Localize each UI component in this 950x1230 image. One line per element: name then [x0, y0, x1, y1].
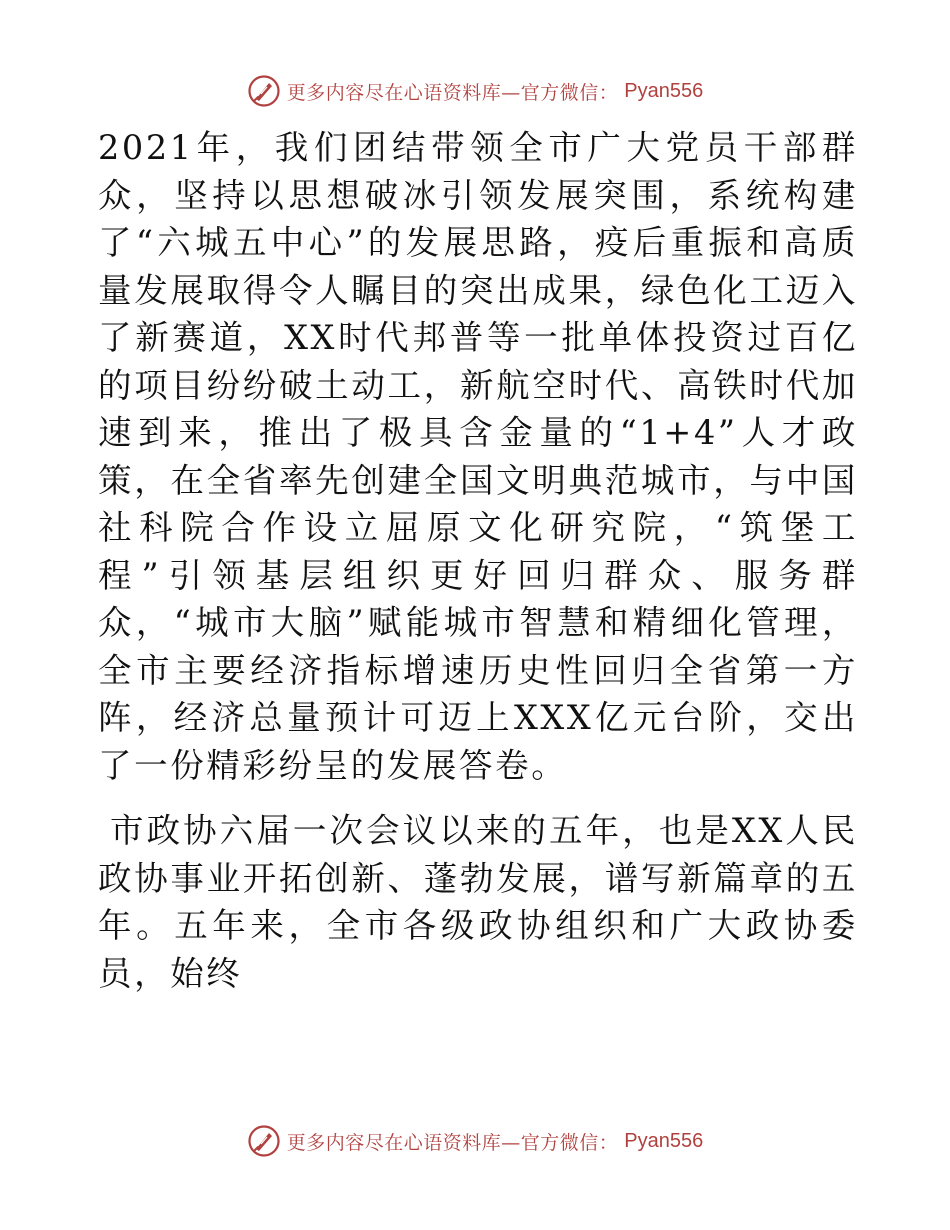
header-banner [0, 71, 950, 111]
document-body [98, 124, 858, 997]
footer-banner [0, 1121, 950, 1161]
quill-pen-logo-icon [247, 74, 281, 108]
header-banner-text: 更多内容尽在心语资料库—官方微信： [286, 81, 619, 104]
footer-wechat-id: Pyan556 [624, 1129, 704, 1152]
body-paragraph-2: 市政协六届一次会议以来的五年，也是XX人民政协事业开拓创新、蓬勃发展，谱写新篇章的五年。五年来，全市各级政协组织和广大政协委员，始终 [98, 811, 858, 993]
header-wechat-id: Pyan556 [624, 79, 704, 102]
body-paragraph-1: 2021年，我们团结带领全市广大党员干部群众，坚持以思想破冰引领发展突围，系统构建了“六城五中心”的发展思路，疫后重振和高质量发展取得令人瞩目的突出成果，绿色化工迈入了新赛道，XX时代邦普等一批单体投资过百亿的项目纷纷破土动工，新航空时代、高铁时代加速到来，推出了极具含金量的“1+4”人才政策，在全省率先创建全国文明典范城市，与中国社科院合作设立屈原文化研究院，“筑堡工程”引领基层组织更好回归群众、服务群众，“城市大脑”赋能城市智慧和精细化管理，全市主要经济指标增速历史性回归全省第一方阵，经济总量预计可迈上XXX亿元台阶，交出了一份精彩纷呈的发展答卷。 [98, 128, 858, 785]
quill-pen-logo-icon [247, 1124, 281, 1158]
footer-banner-text: 更多内容尽在心语资料库—官方微信： [286, 1131, 619, 1154]
